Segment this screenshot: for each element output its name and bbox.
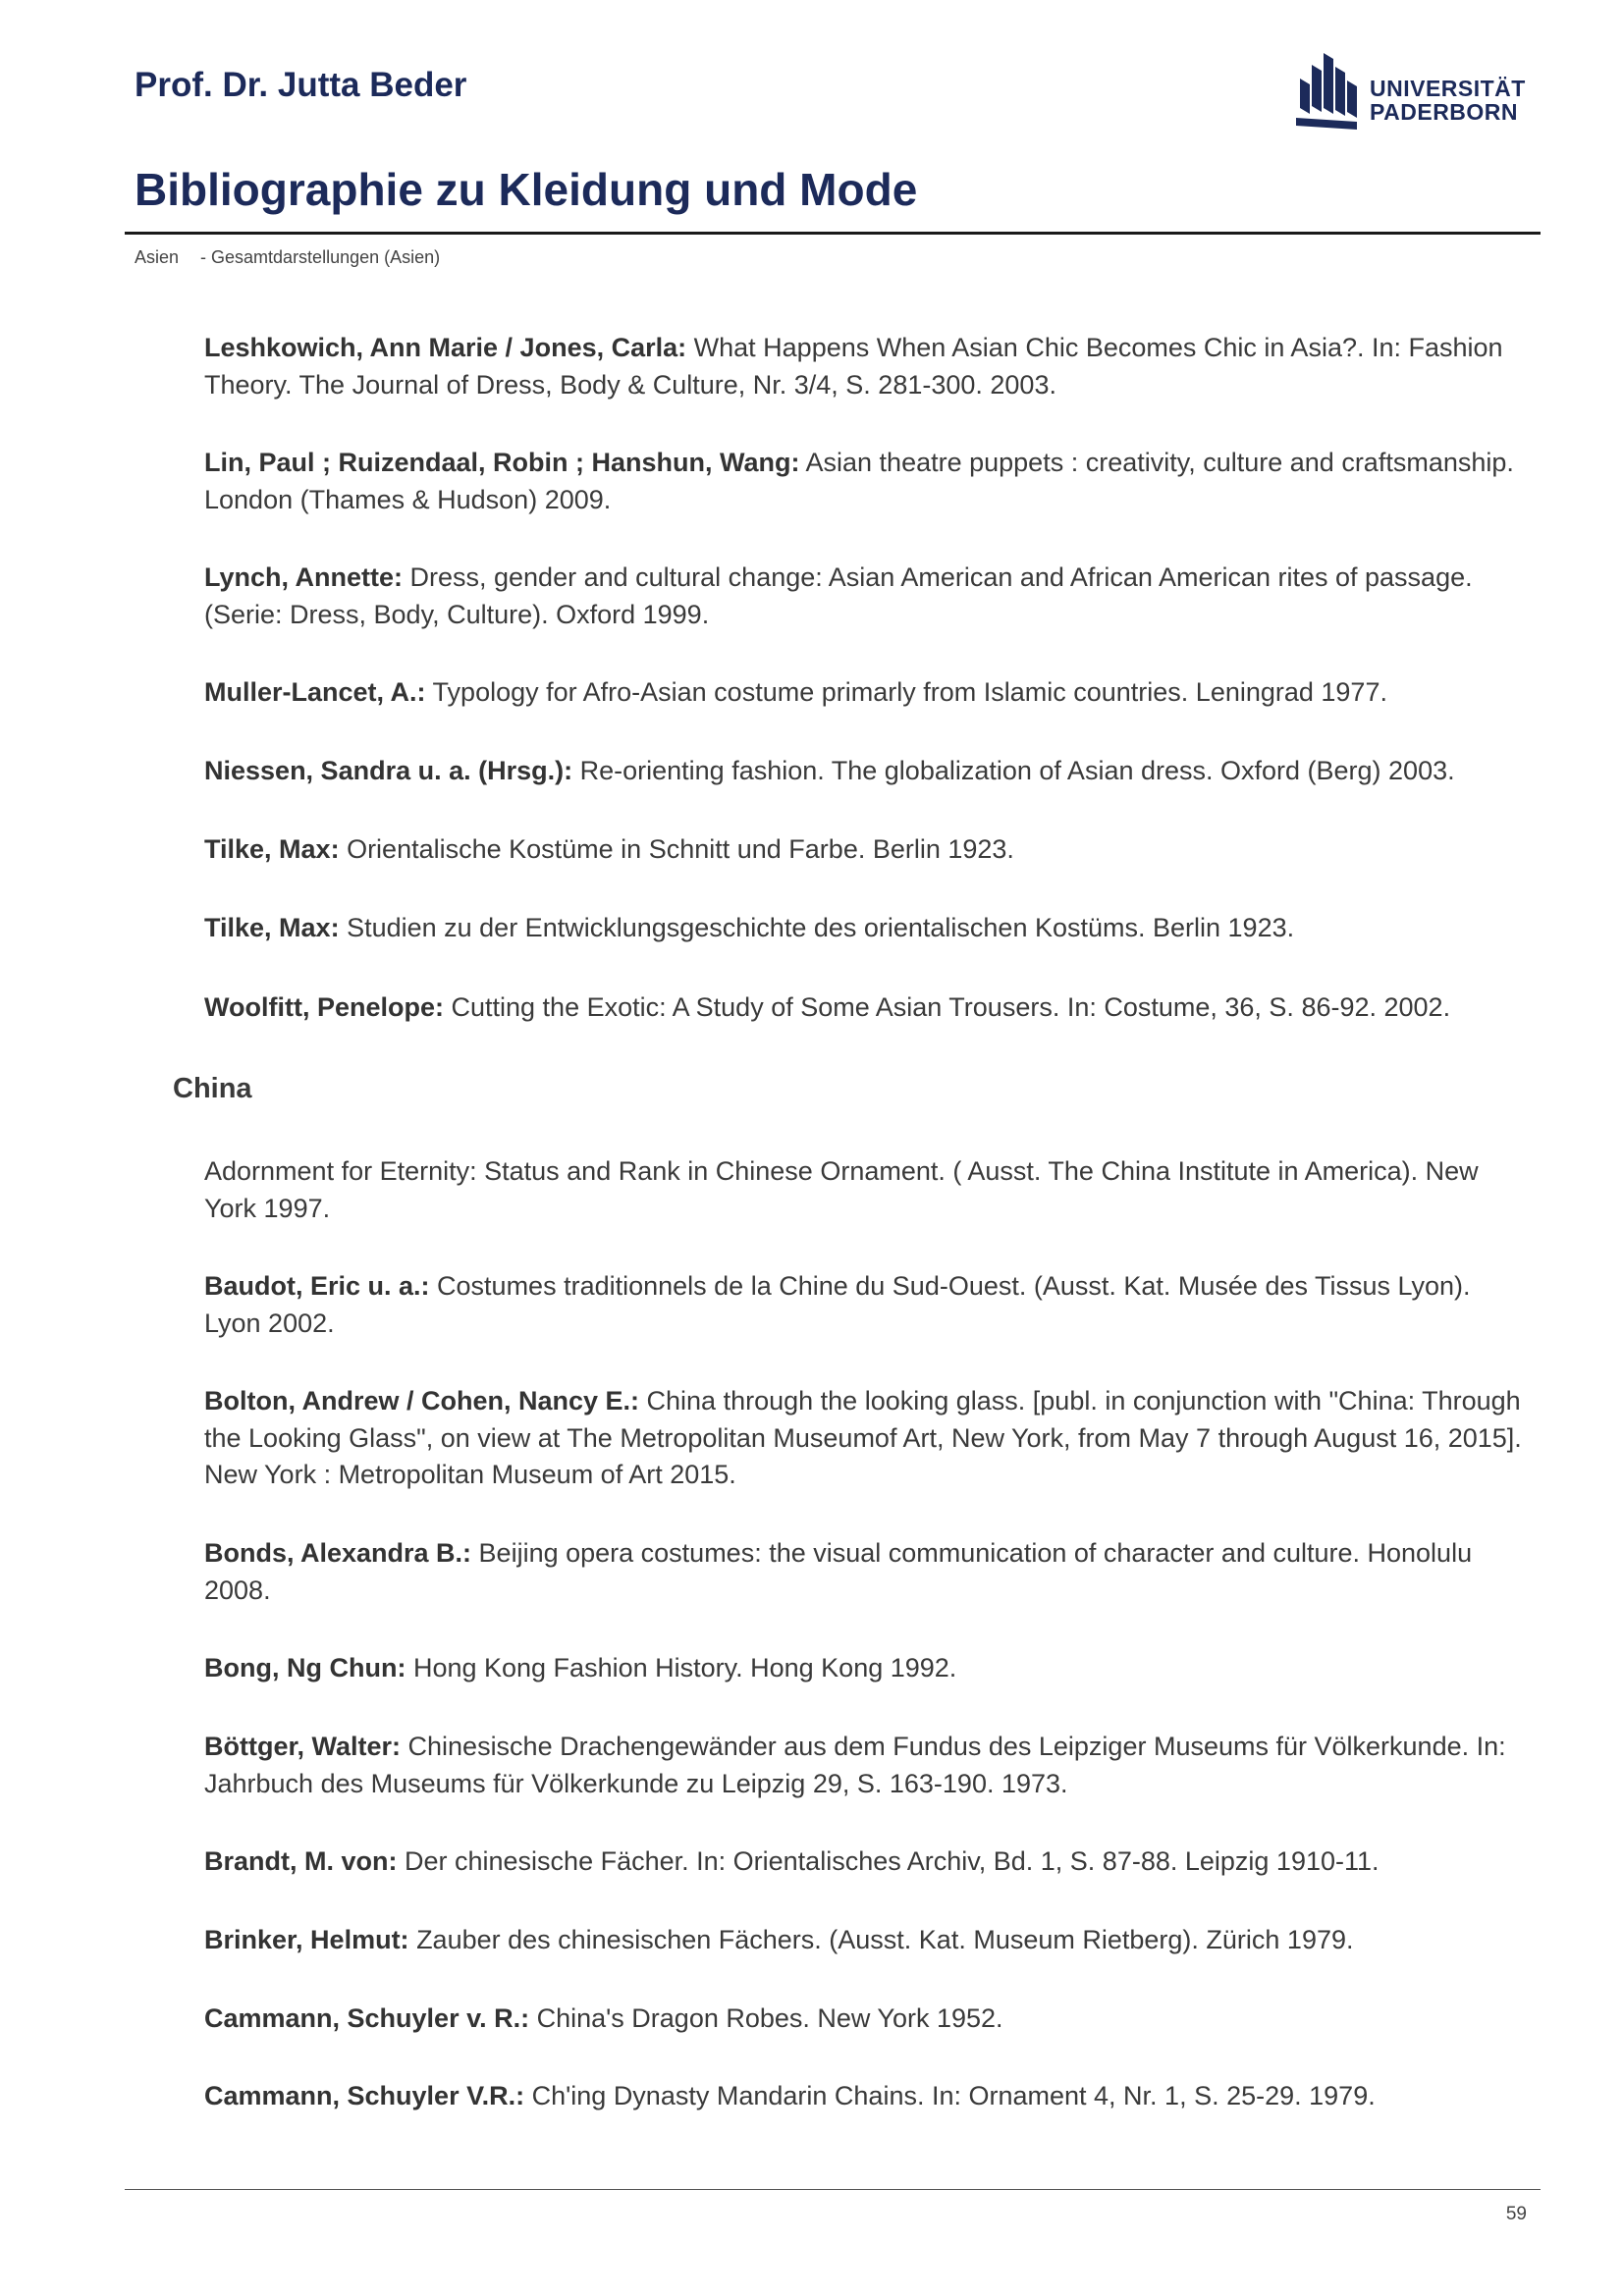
- entry-author: Baudot, Eric u. a.:: [204, 1271, 430, 1301]
- entry-text: Ch'ing Dynasty Mandarin Chains. In: Ornament 4, Nr. 1, S. 25-29. 1979.: [524, 2081, 1376, 2110]
- title-divider: [125, 232, 1541, 235]
- entry-author: Lynch, Annette:: [204, 562, 403, 592]
- paderborn-logo-icon: [1296, 53, 1359, 132]
- entry-text: Hong Kong Fashion History. Hong Kong 1992.: [406, 1653, 957, 1682]
- entry-author: Cammann, Schuyler v. R.:: [204, 2003, 530, 2033]
- footer-divider: [125, 2189, 1541, 2190]
- bibliography-entry: [204, 831, 1532, 869]
- bibliography-entry: [204, 445, 1532, 518]
- bibliography-entry: [204, 1383, 1532, 1494]
- entry-author: Cammann, Schuyler V.R.:: [204, 2081, 525, 2110]
- entry-text: Studien zu der Entwicklungsgeschichte des orientalischen Kostüms. Berlin 1923.: [339, 913, 1295, 942]
- entry-text: Dress, gender and cultural change: Asian American and African American rites of passage. (Serie: Dress, Body, Culture). Oxford 1999.: [204, 562, 1473, 629]
- entry-text: What Happens When Asian Chic Becomes Chic in Asia?. In: Fashion Theory. The Journal of Dress, Body & Culture, Nr. 3/4, S. 281-300. 2003.: [204, 333, 1503, 400]
- entry-text: Chinesische Drachengewänder aus dem Fundus des Leipziger Museums für Völkerkunde. In: Jahrbuch des Museums für Völkerkunde zu Leipzig 29, S. 163-190. 1973.: [204, 1732, 1506, 1798]
- entry-text: Asian theatre puppets : creativity, culture and craftsmanship. London (Thames & Hudson) 2009.: [204, 448, 1514, 514]
- entry-text: Zauber des chinesischen Fächers. (Ausst. Kat. Museum Rietberg). Zürich 1979.: [408, 1925, 1354, 1954]
- entry-text: China's Dragon Robes. New York 1952.: [529, 2003, 1003, 2033]
- bibliography-entry: [204, 330, 1532, 403]
- entry-text: Cutting the Exotic: A Study of Some Asian Trousers. In: Costume, 36, S. 86-92. 2002.: [444, 992, 1451, 1022]
- entry-author: Tilke, Max:: [204, 913, 340, 942]
- document-title: Bibliographie zu Kleidung und Mode: [135, 164, 918, 215]
- bibliography-entry: [204, 1650, 1532, 1687]
- logo-line-2: PADERBORN: [1370, 99, 1519, 125]
- bibliography-entry: [204, 674, 1532, 712]
- entry-text: Orientalische Kostüme in Schnitt und Farbe. Berlin 1923.: [339, 834, 1014, 864]
- logo-line-1: UNIVERSITÄT: [1370, 76, 1526, 101]
- breadcrumb-region: Asien: [135, 247, 180, 267]
- bibliography-entry: [204, 1535, 1532, 1609]
- entry-author: Brandt, M. von:: [204, 1846, 398, 1876]
- page-number: 59: [1505, 2204, 1527, 2224]
- entry-text: Re-orienting fashion. The globalization of Asian dress. Oxford (Berg) 2003.: [572, 756, 1455, 785]
- logo-wordmark: [1370, 77, 1526, 124]
- bibliography-entry: [204, 2001, 1532, 2038]
- bibliography-entry: [204, 2078, 1532, 2115]
- entry-author: Niessen, Sandra u. a. (Hrsg.):: [204, 756, 573, 785]
- entry-author: Böttger, Walter:: [204, 1732, 402, 1761]
- bibliography-entry: [204, 560, 1532, 633]
- entry-author: Brinker, Helmut:: [204, 1925, 409, 1954]
- bibliography-entry: [204, 1268, 1532, 1342]
- entry-text: Typology for Afro-Asian costume primarly from Islamic countries. Leningrad 1977.: [425, 677, 1387, 707]
- entry-author: Bong, Ng Chun:: [204, 1653, 406, 1682]
- entry-author: Bonds, Alexandra B.:: [204, 1538, 472, 1568]
- entry-author: Tilke, Max:: [204, 834, 340, 864]
- university-logo: [1296, 53, 1526, 132]
- bibliography-entry: [204, 1153, 1532, 1227]
- entry-text: Adornment for Eternity: Status and Rank in Chinese Ornament. ( Ausst. The China Institute in America). New York 1997.: [204, 1156, 1479, 1223]
- bibliography-entry: [204, 753, 1532, 790]
- entry-text: China through the looking glass. [publ. in conjunction with "China: Through the Looking Glass", on view at The Metropolitan Museumof Art, New York, from May 7 through August 16, 2015]. New York : Metropolitan Museum of Art 2015.: [204, 1386, 1522, 1489]
- author-name: Prof. Dr. Jutta Beder: [135, 66, 467, 104]
- bibliography-entry: [204, 910, 1532, 947]
- bibliography-entry: [204, 1922, 1532, 1959]
- bibliography-entry: [204, 1843, 1532, 1881]
- entry-text: Beijing opera costumes: the visual communication of character and culture. Honolulu 2008.: [204, 1538, 1473, 1605]
- entry-author: Lin, Paul ; Ruizendaal, Robin ; Hanshun, Wang:: [204, 448, 800, 477]
- section-heading-china: China: [173, 1073, 252, 1104]
- entry-author: Muller-Lancet, A.:: [204, 677, 426, 707]
- entry-author: Leshkowich, Ann Marie / Jones, Carla:: [204, 333, 687, 362]
- entry-text: Der chinesische Fächer. In: Orientalisches Archiv, Bd. 1, S. 87-88. Leipzig 1910-11.: [397, 1846, 1380, 1876]
- breadcrumb-subsection: - Gesamtdarstellungen (Asien): [200, 247, 441, 267]
- bibliography-entry: [204, 989, 1532, 1027]
- entry-author: Bolton, Andrew / Cohen, Nancy E.:: [204, 1386, 640, 1415]
- breadcrumb: [135, 245, 440, 269]
- entry-author: Woolfitt, Penelope:: [204, 992, 444, 1022]
- entry-text: Costumes traditionnels de la Chine du Sud-Ouest. (Ausst. Kat. Musée des Tissus Lyon). Lyon 2002.: [204, 1271, 1471, 1338]
- bibliography-entry: [204, 1729, 1532, 1802]
